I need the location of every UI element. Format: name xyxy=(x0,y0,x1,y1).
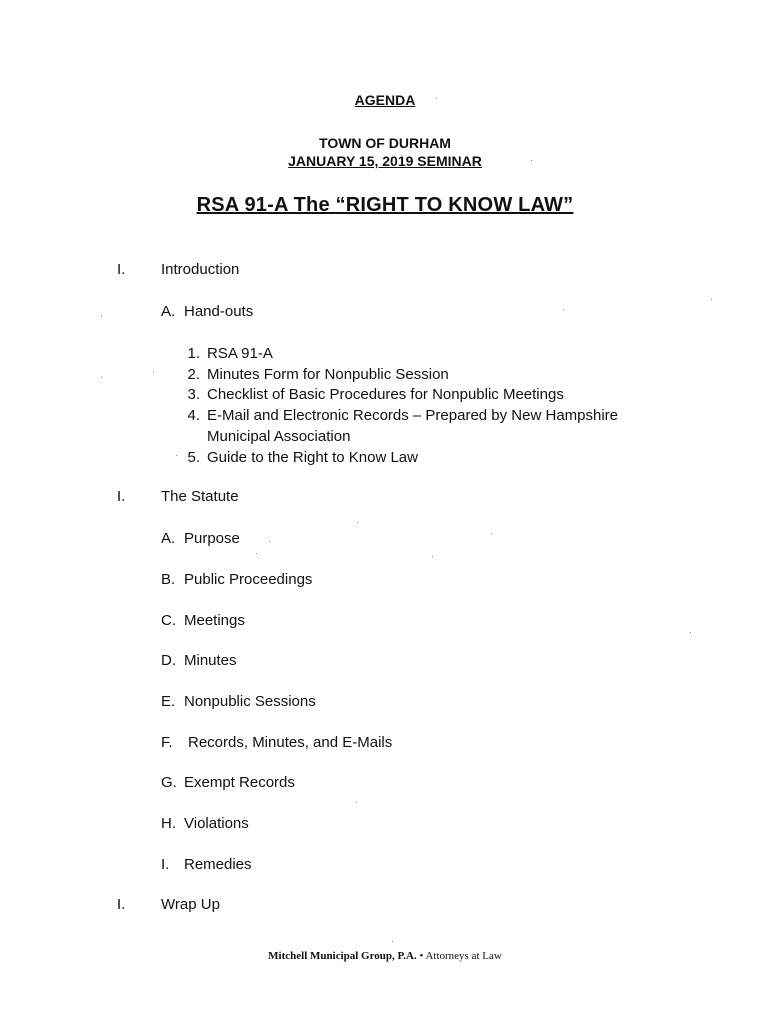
section-title-wrap-up: Wrap Up xyxy=(161,896,220,913)
footer-tagline: Attorneys at Law xyxy=(425,950,502,962)
subsection-nonpublic-sessions: Nonpublic Sessions xyxy=(184,693,316,710)
list-item: Minutes Form for Nonpublic Session xyxy=(207,366,449,383)
list-item-number: 5. xyxy=(187,449,200,466)
seminar-date: JANUARY 15, 2019 SEMINAR xyxy=(288,153,482,169)
subsection-purpose: Purpose xyxy=(184,530,240,547)
scan-speck xyxy=(356,802,357,803)
scan-speck xyxy=(269,541,270,542)
footer-bullet: • xyxy=(419,950,424,962)
list-item: E-Mail and Electronic Records – Prepared by New Hampshire xyxy=(207,407,619,424)
subsection-letter: F. xyxy=(161,734,173,751)
subsection-remedies: Remedies xyxy=(184,856,252,873)
section-title-statute: The Statute xyxy=(161,488,239,505)
subsection-records: Records, Minutes, and E-Mails xyxy=(188,734,393,751)
list-item-number: 1. xyxy=(187,345,200,362)
section-numeral: I. xyxy=(117,488,126,505)
footer-line xyxy=(0,950,770,962)
section-numeral: I. xyxy=(117,261,126,278)
scan-speck xyxy=(176,455,177,456)
subsection-hand-outs: Hand-outs xyxy=(184,303,254,320)
subsection-letter: I. xyxy=(161,856,170,873)
subsection-letter: A. xyxy=(161,303,176,320)
agenda-heading: AGENDA xyxy=(354,92,416,108)
list-item-number: 4. xyxy=(187,407,200,424)
scan-speck xyxy=(256,553,257,554)
scan-speck xyxy=(690,632,691,633)
list-item: Guide to the Right to Know Law xyxy=(207,449,418,466)
subsection-exempt-records: Exempt Records xyxy=(184,774,295,791)
town-name: TOWN OF DURHAM xyxy=(319,135,451,151)
subsection-letter: C. xyxy=(161,612,176,629)
list-item: RSA 91-A xyxy=(207,345,273,362)
list-item: Checklist of Basic Procedures for Nonpublic Meetings xyxy=(207,386,564,403)
scan-speck xyxy=(436,98,437,99)
scan-speck xyxy=(357,522,358,523)
subsection-meetings: Meetings xyxy=(184,612,245,629)
section-numeral: I. xyxy=(117,896,126,913)
scan-speck xyxy=(531,160,532,161)
scan-speck xyxy=(711,299,712,300)
document-title: RSA 91-A The “RIGHT TO KNOW LAW” xyxy=(196,194,574,216)
subsection-minutes: Minutes xyxy=(184,652,237,669)
scan-speck xyxy=(563,309,564,310)
list-item-number: 3. xyxy=(187,386,200,403)
section-title-introduction: Introduction xyxy=(161,261,240,278)
list-item-number: 2. xyxy=(187,366,200,383)
subsection-letter: H. xyxy=(161,815,176,832)
subsection-letter: B. xyxy=(161,571,176,588)
scan-speck xyxy=(153,372,154,373)
subsection-letter: D. xyxy=(161,652,176,669)
scan-speck xyxy=(392,941,393,942)
subsection-letter: E. xyxy=(161,693,176,710)
subsection-public-proceedings: Public Proceedings xyxy=(184,571,313,588)
scan-speck xyxy=(101,377,102,378)
scan-speck xyxy=(491,533,492,534)
list-item-continuation: Municipal Association xyxy=(207,428,351,445)
subsection-letter: A. xyxy=(161,530,176,547)
firm-name: Mitchell Municipal Group, P.A. xyxy=(268,950,417,962)
scan-speck xyxy=(432,556,433,557)
scan-speck xyxy=(101,316,102,317)
subsection-violations: Violations xyxy=(184,815,249,832)
subsection-letter: G. xyxy=(161,774,177,791)
